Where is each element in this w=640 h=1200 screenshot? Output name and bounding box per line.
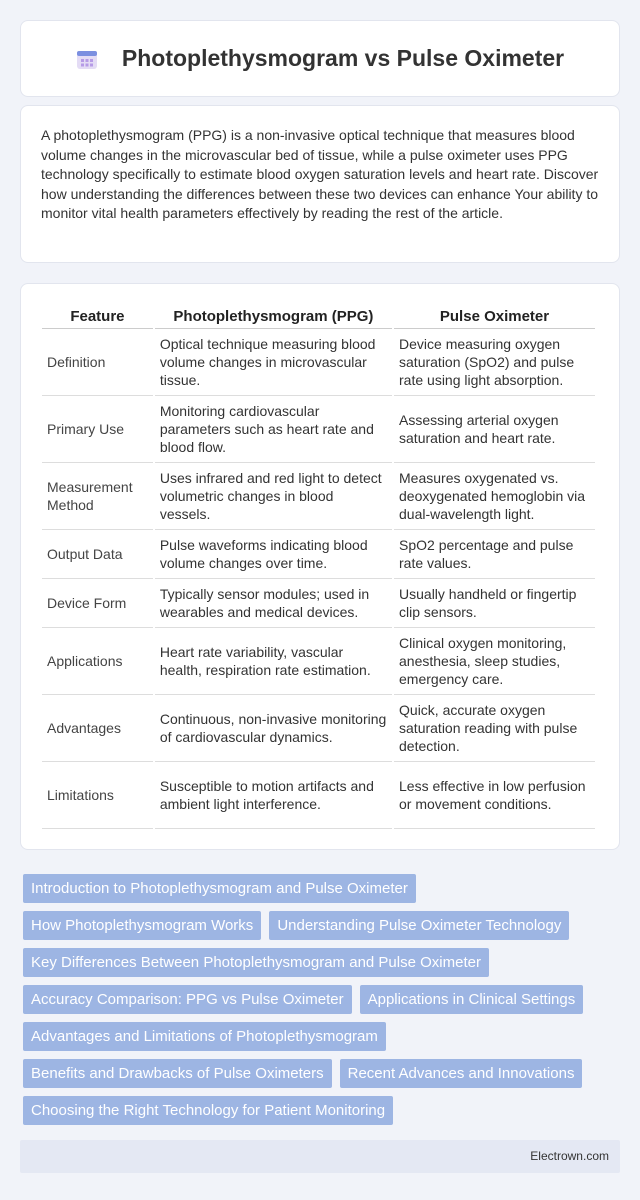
tag-row (20, 1022, 620, 1051)
intro-paragraph: A photoplethysmogram (PPG) is a non-invasive optical technique that measures blood volume changes in the microvascular bed of tissue, while a pulse oximeter uses PPG technology specifically to estimate blood oxygen saturation levels and heart rate. Discover how understanding the differences between these two devices can enhance Your ability to monitor vital health parameters effectively by reading the rest of the article. (41, 127, 599, 221)
tag-row (20, 911, 620, 940)
feature-cell: Measurement Method (42, 463, 153, 530)
ppg-cell: Uses infrared and red light to detect volumetric changes in blood vessels. (155, 463, 392, 530)
feature-cell: Advantages (42, 695, 153, 762)
tag-row (20, 874, 620, 903)
feature-cell: Limitations (42, 762, 153, 829)
table-row (42, 530, 595, 579)
oximeter-cell: Device measuring oxygen saturation (SpO2) and pulse rate using light absorption. (394, 329, 595, 396)
tag-link[interactable]: Advantages and Limitations of Photoplethysmogram (23, 1022, 386, 1051)
oximeter-cell: Measures oxygenated vs. deoxygenated hemoglobin via dual-wavelength light. (394, 463, 595, 530)
header-ppg: Photoplethysmogram (PPG) (155, 302, 392, 329)
tag-row (20, 1096, 620, 1125)
oximeter-cell: Clinical oxygen monitoring, anesthesia, sleep studies, emergency care. (394, 628, 595, 695)
oximeter-cell: Usually handheld or fingertip clip sensors. (394, 579, 595, 628)
table-row (42, 329, 595, 396)
title-card (20, 20, 620, 97)
footer-site-name[interactable]: Electrown.com (530, 1149, 609, 1163)
tag-row (20, 948, 620, 977)
page-title: Photoplethysmogram vs Pulse Oximeter (121, 45, 565, 71)
ppg-cell: Typically sensor modules; used in wearables and medical devices. (155, 579, 392, 628)
ppg-cell: Monitoring cardiovascular parameters such as heart rate and blood flow. (155, 396, 392, 463)
table-row (42, 695, 595, 762)
table-row (42, 396, 595, 463)
tag-link[interactable]: Applications in Clinical Settings (360, 985, 584, 1014)
ppg-cell: Pulse waveforms indicating blood volume changes over time. (155, 530, 392, 579)
calendar-icon (76, 48, 98, 70)
tag-link[interactable]: Benefits and Drawbacks of Pulse Oximeters (23, 1059, 332, 1088)
tag-row (20, 985, 620, 1014)
table-row (42, 463, 595, 530)
feature-cell: Output Data (42, 530, 153, 579)
tag-row (20, 1059, 620, 1088)
comparison-table-card (20, 283, 620, 850)
tag-link[interactable]: Choosing the Right Technology for Patient Monitoring (23, 1096, 393, 1125)
oximeter-cell: Less effective in low perfusion or movement conditions. (394, 762, 595, 829)
oximeter-cell: Quick, accurate oxygen saturation reading with pulse detection. (394, 695, 595, 762)
feature-cell: Definition (42, 329, 153, 396)
ppg-cell: Heart rate variability, vascular health, respiration rate estimation. (155, 628, 392, 695)
ppg-cell: Susceptible to motion artifacts and ambient light interference. (155, 762, 392, 829)
ppg-cell: Continuous, non-invasive monitoring of cardiovascular dynamics. (155, 695, 392, 762)
feature-cell: Primary Use (42, 396, 153, 463)
comparison-table (40, 302, 597, 829)
tag-link[interactable]: Key Differences Between Photoplethysmogram and Pulse Oximeter (23, 948, 489, 977)
feature-cell: Applications (42, 628, 153, 695)
tag-link[interactable]: Accuracy Comparison: PPG vs Pulse Oximeter (23, 985, 352, 1014)
oximeter-cell: SpO2 percentage and pulse rate values. (394, 530, 595, 579)
table-row (42, 762, 595, 829)
ppg-cell: Optical technique measuring blood volume changes in microvascular tissue. (155, 329, 392, 396)
table-row (42, 628, 595, 695)
tag-link[interactable]: How Photoplethysmogram Works (23, 911, 261, 940)
header-pulse-oximeter: Pulse Oximeter (394, 302, 595, 329)
oximeter-cell: Assessing arterial oxygen saturation and heart rate. (394, 396, 595, 463)
tag-link[interactable]: Introduction to Photoplethysmogram and Pulse Oximeter (23, 874, 416, 903)
topic-tags (20, 874, 620, 1133)
table-row (42, 579, 595, 628)
tag-link[interactable]: Recent Advances and Innovations (340, 1059, 583, 1088)
feature-cell: Device Form (42, 579, 153, 628)
table-header-row (42, 302, 595, 329)
tag-link[interactable]: Understanding Pulse Oximeter Technology (269, 911, 569, 940)
intro-card (20, 105, 620, 263)
header-feature: Feature (42, 302, 153, 329)
footer (20, 1140, 620, 1173)
